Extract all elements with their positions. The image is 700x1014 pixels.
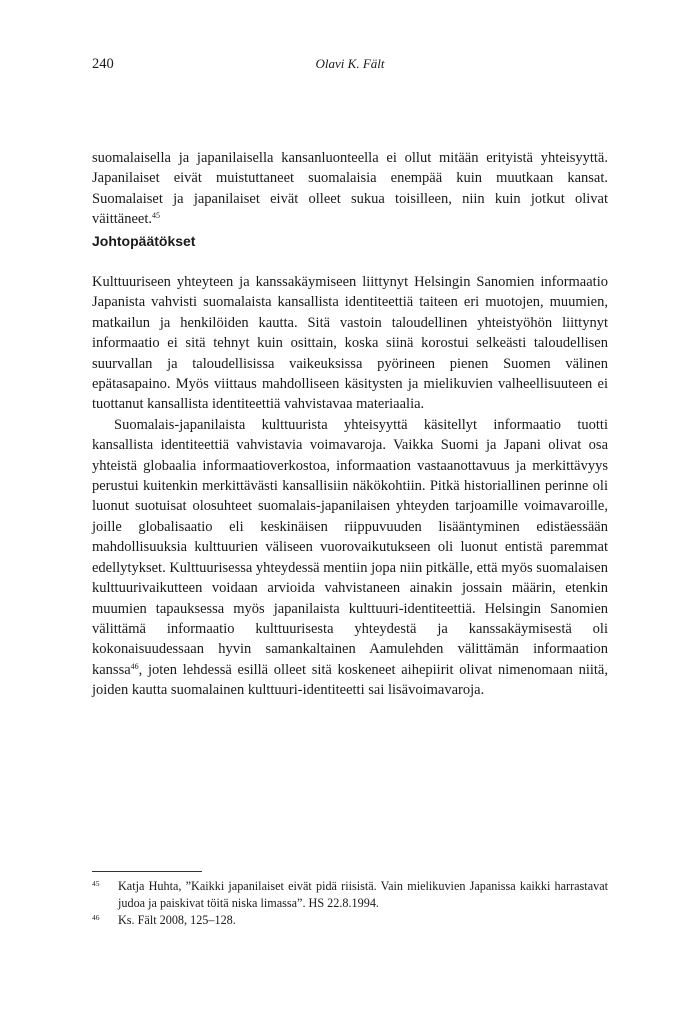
footnote-divider [92, 871, 202, 872]
footnote [92, 878, 608, 912]
footnote [92, 912, 608, 929]
page-header [92, 56, 608, 74]
footnote-reference[interactable]: 45 [151, 211, 160, 221]
paragraph-text: , joten lehdessä esillä olleet sitä koskeneet aihepiirit olivat nimenomaan niitä, joiden kautta suomalainen kulttuuri-identiteetti sai lisävoimavaroja. [92, 661, 608, 699]
footnote-reference[interactable]: 46 [130, 661, 139, 671]
paragraph [92, 415, 608, 701]
running-head: Olavi K. Fält [315, 56, 385, 71]
opening-paragraph-block [92, 148, 608, 230]
paragraph-text: Suomalais-japanilaista kulttuurista yhteisyyttä käsitellyt informaatio tuotti kansallista identiteettiä vahvistavia voimavaroja. Vaikka Suomi ja Japani olivat osa yhteistä globaalia informaatioverkostoa, informaation vastaanottavuus ja merkittävyys perustui kuitenkin merkittävästi kansallisiin näkökohtiin. Pitkä historiallinen perinne oli luonut suotuisat olosuhteet suomalais-japanilaisen yhteyden tarjoamille voimavaroille, joille globalisaatio eli keskinäisen riippuvuuden lisääntyminen edistäessään mahdollisuuksia kulttuurien väliseen vuorovaikutukseen oli luonut entistä paremmat edellytykset. Kulttuurisessa yhteydessä mentiin jopa niin pitkälle, että myös suomalaisen kulttuurivaikutteen voidaan arvioida vahvistaneen ainakin jossain määrin, etenkin muumien tapauksessa myös japanilaista kulttuuri-identiteettiä. Helsingin Sanomien välittämä informaatio kulttuurisesta yhteydestä ja kanssakäymisestä oli kokonaisuudessaan hyvin samankaltainen Aamulehden välittämän informaation kanssa [92, 416, 608, 678]
footnote-text: Ks. Fält 2008, 125–128. [118, 913, 236, 927]
paragraph [92, 148, 608, 230]
paragraph-text: Kulttuuriseen yhteyteen ja kanssakäymiseen liittynyt Helsingin Sanomien informaatio Japanista vahvisti suomalaista kansallista identiteettiä taiteen eri muotojen, muumien, matkailun ja henkilöiden kautta. Sitä vastoin taloudellinen yhteistyöhön liittynyt informaatio ei sitä tehnyt kuin osittain, koska siinä korostui selkeästi taloudellisen suurvallan ja taloudellisissa vaikeuksissa pyörineen pienen Suomen välinen epätasapaino. Myös viittaus mahdolliseen käsitysten ja mielikuvien valheellisuuteen ei tuottanut kansallista identiteettiä vahvistavaa materiaalia. [92, 274, 608, 413]
footnote-number: 46 [92, 913, 100, 922]
footnote-text: Katja Huhta, ”Kaikki japanilaiset eivät pidä riisistä. Vain mielikuvien Japanissa kaikki harrastavat judoa ja paiskivat töitä niska limassa”. HS 22.8.1994. [118, 879, 608, 910]
footnote-number: 45 [92, 879, 100, 888]
conclusions-body [92, 272, 608, 701]
paragraph-text: suomalaisella ja japanilaisella kansanluonteella ei ollut mitään erityistä yhteisyyttä. Japanilaiset eivät muistuttaneet suomalaisia enempää kuin muutkaan kansat. Suomalaiset ja japanilaiset eivät olleet sukua toisilleen, niin kuin jotkut olivat väittäneet. [92, 150, 608, 228]
footnotes [92, 878, 608, 929]
paragraph [92, 272, 608, 415]
section-heading: Johtopäätökset [92, 233, 196, 249]
page-number: 240 [92, 56, 114, 72]
